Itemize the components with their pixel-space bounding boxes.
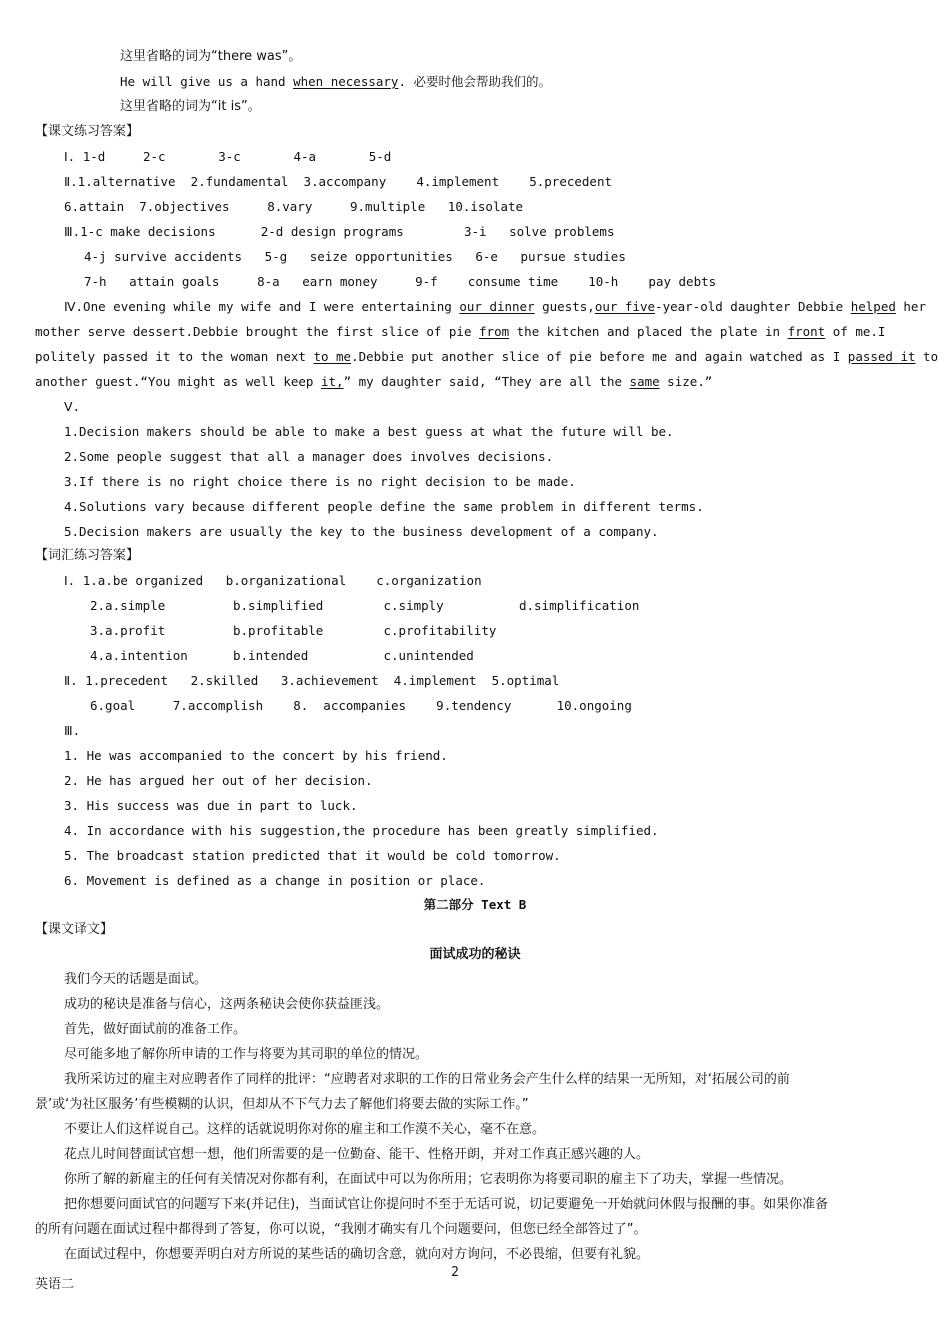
- text-line: He will give us a hand when necessary. 必要时他会帮助我们的。: [120, 74, 552, 89]
- text-line: 在面试过程中，你想要弄明白对方所说的某些话的确切含意，就向对方询问，不必畏缩，但要有礼貌。: [64, 1247, 650, 1262]
- text-line: 你所了解的新雇主的任何有关情况对你都有利，在面试中可以为你所用；它表明你为将要司职的雇主下了功夫，掌握一些情况。: [64, 1172, 793, 1187]
- text-line: Ⅴ.: [64, 399, 81, 414]
- text-line: Ⅰ. 1.a.be organized b.organizational c.organization: [64, 573, 482, 588]
- text-line: 【课文练习答案】: [35, 124, 140, 139]
- text-line: 5. The broadcast station predicted that it would be cold tomorrow.: [64, 848, 561, 863]
- text-line: 2. He has argued her out of her decision.: [64, 773, 373, 788]
- text-line: mother serve dessert.Debbie brought the first slice of pie from the kitchen and placed the plate in front of me.I: [35, 324, 886, 339]
- text-line: 面试成功的秘诀: [429, 947, 521, 962]
- text-line: 这里省略的词为“there was”。: [120, 49, 302, 64]
- text-line: 6.goal 7.accomplish 8. accompanies 9.tendency 10.ongoing: [90, 698, 632, 713]
- text-line: 第二部分 Text B: [423, 897, 527, 912]
- text-line: 首先，做好面试前的准备工作。: [64, 1022, 247, 1037]
- text-line: Ⅲ.: [64, 723, 81, 738]
- text-line: Ⅱ. 1.precedent 2.skilled 3.achievement 4.implement 5.optimal: [64, 673, 560, 688]
- text-line: 尽可能多地了解你所申请的工作与将要为其司职的单位的情况。: [64, 1047, 429, 1062]
- text-line: 把你想要问面试官的问题写下来(并记住)，当面试官让你提问时不至于无话可说，切记要避免一开始就问休假与报酬的事。如果你准备: [64, 1197, 829, 1212]
- text-line: politely passed it to the woman next to me.Debbie put another slice of pie before me and again watched as I passed it to: [35, 349, 939, 364]
- text-line: 【课文译文】: [35, 922, 114, 937]
- text-line: 成功的秘诀是准备与信心，这两条秘诀会使你获益匪浅。: [64, 997, 390, 1012]
- text-line: 景’或‘为社区服务’有些模糊的认识，但却从不下气力去了解他们将要去做的实际工作。”: [35, 1097, 529, 1112]
- text-line: Ⅳ.One evening while my wife and I were entertaining our dinner guests,our five-year-old daughter Debbie helped her: [64, 299, 926, 314]
- text-line: 1.Decision makers should be able to make a best guess at what the future will be.: [64, 424, 674, 439]
- text-line: 6. Movement is defined as a change in position or place.: [64, 873, 486, 888]
- text-line: 1. He was accompanied to the concert by his friend.: [64, 748, 448, 763]
- text-line: 4.a.intention b.intended c.unintended: [90, 648, 474, 663]
- text-line: 不要让人们这样说自己。这样的话就说明你对你的雇主和工作漠不关心，毫不在意。: [64, 1122, 546, 1137]
- text-line: 2.Some people suggest that all a manager does involves decisions.: [64, 449, 554, 464]
- text-line: 花点儿时间替面试官想一想，他们所需要的是一位勤奋、能干、性格开朗，并对工作真正感兴趣的人。: [64, 1147, 650, 1162]
- text-line: Ⅰ. 1-d 2-c 3-c 4-a 5-d: [64, 149, 392, 164]
- text-line: 6.attain 7.objectives 8.vary 9.multiple 10.isolate: [64, 199, 524, 214]
- text-line: 4.Solutions vary because different people define the same problem in different terms.: [64, 499, 704, 514]
- text-line: 4-j survive accidents 5-g seize opportunities 6-e pursue studies: [84, 249, 626, 264]
- text-line: 3. His success was due in part to luck.: [64, 798, 358, 813]
- footer-course-label: 英语二: [35, 1277, 75, 1292]
- text-line: 7-h attain goals 8-a earn money 9-f consume time 10-h pay debts: [84, 274, 717, 289]
- text-line: Ⅱ.1.alternative 2.fundamental 3.accompany 4.implement 5.precedent: [64, 174, 612, 189]
- text-line: 我所采访过的雇主对应聘者作了同样的批评：“应聘者对求职的工作的日常业务会产生什么样的结果一无所知，对‘拓展公司的前: [64, 1072, 790, 1087]
- text-line: 这里省略的词为“it is”。: [120, 99, 261, 114]
- text-line: 【词汇练习答案】: [35, 548, 140, 563]
- text-line: Ⅲ.1-c make decisions 2-d design programs 3-i solve problems: [64, 224, 615, 239]
- page-number: 2: [451, 1265, 459, 1280]
- text-line: 3.a.profit b.profitable c.profitability: [90, 623, 497, 638]
- text-line: 2.a.simple b.simplified c.simply d.simplification: [90, 598, 640, 613]
- text-line: 3.If there is no right choice there is no right decision to be made.: [64, 474, 576, 489]
- text-line: another guest.“You might as well keep it,” my daughter said, “They are all the same size.”: [35, 374, 713, 389]
- text-line: 的所有问题在面试过程中都得到了答复，你可以说，“我刚才确实有几个问题要问，但您已经全部答过了”。: [35, 1222, 647, 1237]
- text-line: 5.Decision makers are usually the key to the business development of a company.: [64, 524, 659, 539]
- text-line: 4. In accordance with his suggestion,the procedure has been greatly simplified.: [64, 823, 659, 838]
- text-line: 我们今天的话题是面试。: [64, 972, 208, 987]
